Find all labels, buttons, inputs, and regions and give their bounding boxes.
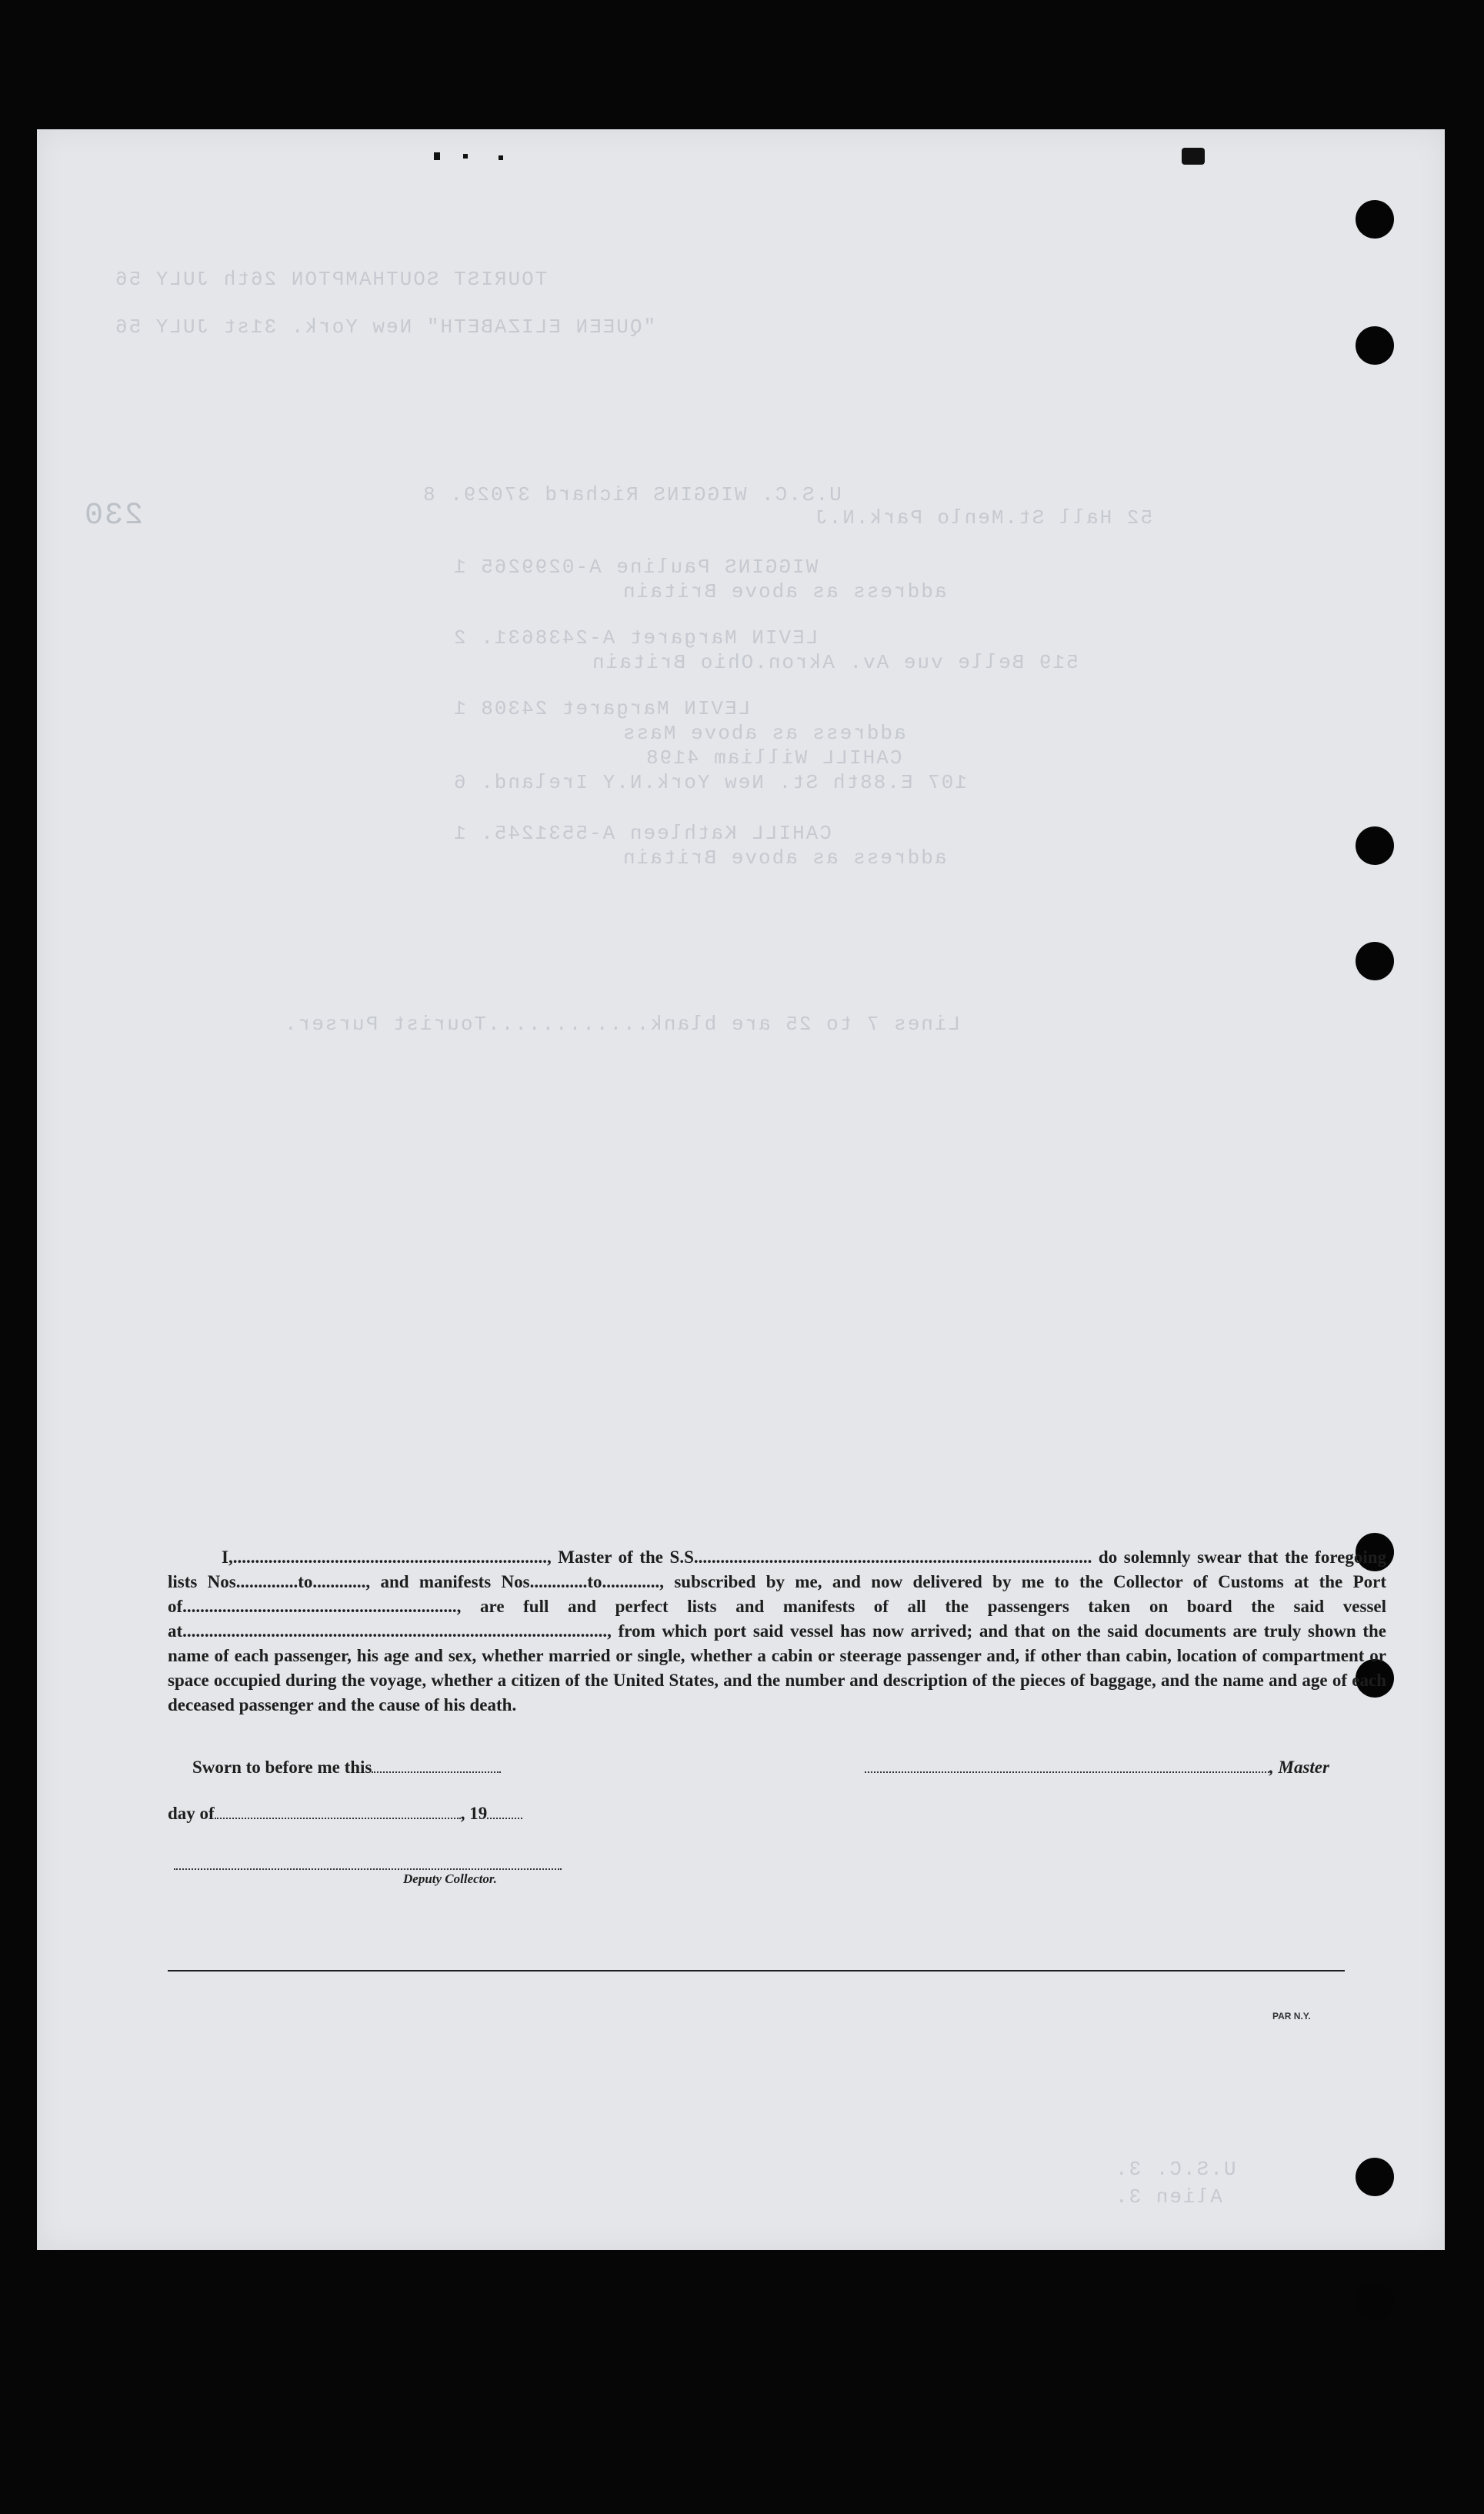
binder-hole <box>1356 826 1394 865</box>
day-label: day of <box>168 1804 215 1823</box>
deputy-signature-line <box>174 1855 562 1875</box>
bleed-line: address as above Britain <box>622 846 947 870</box>
master-label: , Master <box>1269 1758 1329 1777</box>
bottom-rule <box>168 1970 1345 1971</box>
bleed-ship-page: 230 <box>83 499 144 533</box>
stray-mark <box>434 152 440 160</box>
stray-mark <box>1182 148 1205 165</box>
binder-hole <box>1356 942 1394 980</box>
oath-text: I,......................................................................., Master of the S.S.......................................................................................... do solemnly swear that the foregoing lists Nos..............to............, and manifests Nos.............to............., subscribed by me, and now delivered by me to the Collector of Customs at the Port of.............................................................., are full and perfect lists and manifests of all the passengers taken on board the said vessel at................................................................................................, from which port said vessel has now arrived; and that on the said documents are truly shown the name of each passenger, his age and sex, whether married or single, whether a cabin or steerage passenger and, if other than cabin, location of compartment or space occupied during the voyage, whether a citizen of the United States, and the number and description of the pieces of baggage, and the name and age of each deceased passenger and the cause of his death. <box>168 1547 1386 1714</box>
master-oath <box>168 1545 1386 1718</box>
master-signature-line <box>865 1758 1329 1778</box>
bleed-line: CAHILL William 4198 <box>645 746 902 770</box>
deputy-label: Deputy Collector. <box>403 1871 497 1886</box>
bleed-line: address as above Mass <box>622 722 906 745</box>
bleed-line: WIGGINS Pauline A-0299265 1 <box>452 556 819 579</box>
day-field[interactable] <box>215 1804 461 1819</box>
master-signature-field[interactable] <box>865 1758 1269 1773</box>
binder-hole <box>1356 326 1394 365</box>
sworn-line <box>192 1758 501 1778</box>
bleed-footer-2: Alien 3. <box>1114 2185 1222 2209</box>
binder-hole <box>1356 200 1394 239</box>
printer-mark: PAR N.Y. <box>1272 2011 1311 2022</box>
bleed-line: LEVIN Margaret 24308 1 <box>452 697 751 720</box>
bleed-line: 107 E.88th St. New York.N.Y Ireland. 6 <box>452 771 967 794</box>
year-label: , 19 <box>460 1804 488 1823</box>
bleed-line: address as above Britain <box>622 580 947 603</box>
sworn-label: Sworn to before me this <box>192 1758 372 1777</box>
bleed-line: LEVIN Margaret A-2438631. 2 <box>452 626 819 649</box>
sworn-date-field[interactable] <box>372 1758 501 1773</box>
stray-mark <box>499 155 503 160</box>
deputy-signature-field[interactable] <box>174 1855 562 1870</box>
bleed-header-1: TOURIST SOUTHAMPTON 26th JULY 56 <box>114 268 548 291</box>
binder-hole <box>1356 2158 1394 2196</box>
bleed-line: CAHILL Kathleen A-5531245. 1 <box>452 822 832 845</box>
bleed-footer-1: U.S.C. 3. <box>1114 2158 1236 2181</box>
manifest-page <box>37 129 1445 2250</box>
bleed-line: U.S.C. WIGGINS Richard 37029. 8 <box>422 483 842 506</box>
stray-mark <box>463 154 468 159</box>
binder-hole <box>1356 2282 1394 2321</box>
bleed-line: 52 Hall St.Menlo Park.N.J <box>814 506 1153 529</box>
bleed-blank-note: Lines 7 to 25 are blank............Tourist Purser. <box>283 1013 961 1036</box>
day-line <box>168 1804 522 1824</box>
bleed-line: 519 Belle vue Av. Akron.Ohio Britain <box>591 651 1079 674</box>
year-field[interactable] <box>487 1804 522 1819</box>
bleed-header-2: "QUEEN ELIZABETH" New York. 31st JULY 56 <box>114 316 656 339</box>
